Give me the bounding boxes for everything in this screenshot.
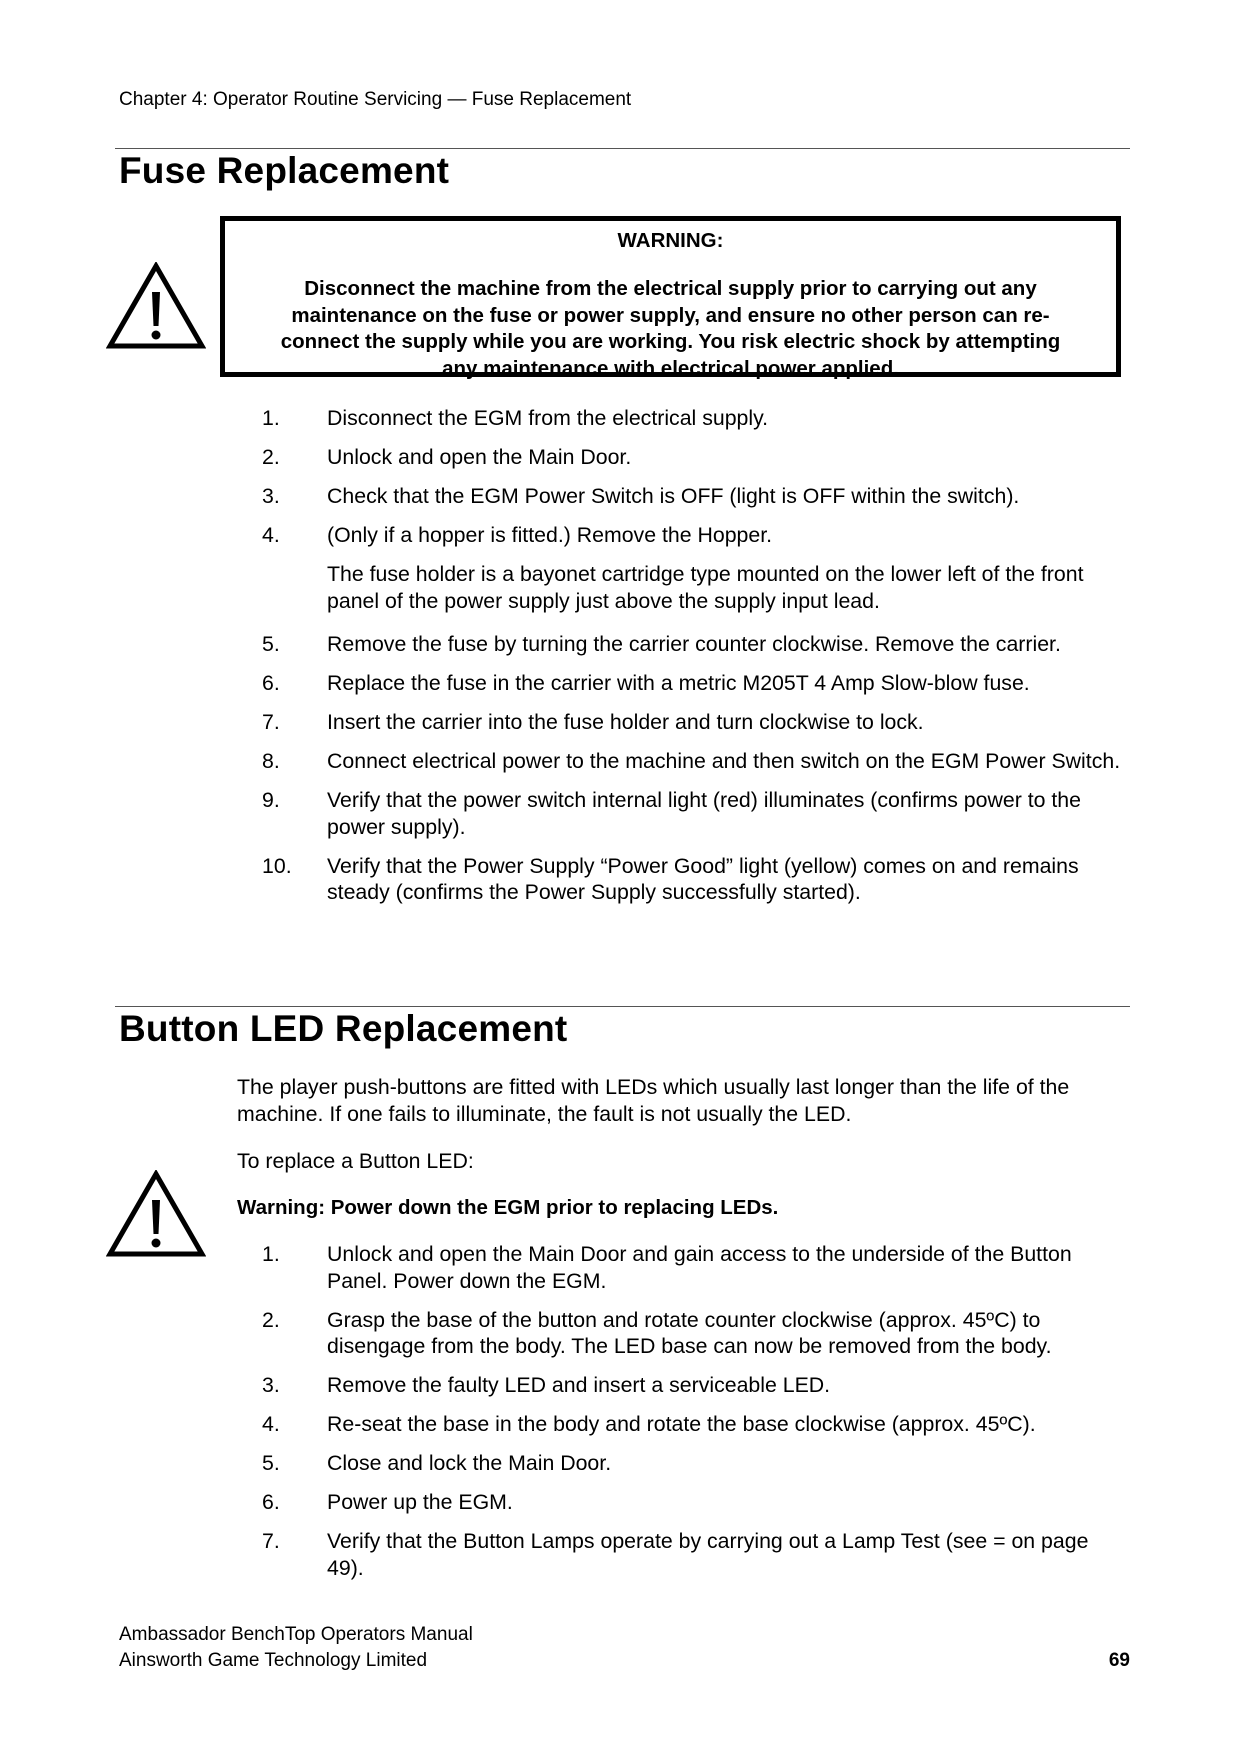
step-note: The fuse holder is a bayonet cartridge type mounted on the lower left of the front panel of the power supply just above the supply input lead. [327, 562, 1084, 613]
step-text: Verify that the Button Lamps operate by carrying out a Lamp Test (see = on page 49). [327, 1529, 1089, 1580]
fuse-steps-list [0, 405, 1240, 906]
step-text: Close and lock the Main Door. [327, 1451, 612, 1475]
step-number: 1. [262, 1242, 280, 1266]
list-item [0, 631, 1240, 658]
list-item [0, 405, 1240, 432]
footer-left [119, 1622, 473, 1674]
step-number: 6. [262, 671, 280, 695]
list-item [0, 853, 1240, 906]
step-text: Check that the EGM Power Switch is OFF (light is OFF within the switch). [327, 484, 1020, 508]
step-number: 10. [262, 853, 292, 878]
footer-manual-title: Ambassador BenchTop Operators Manual [119, 1624, 473, 1645]
list-item [0, 1372, 1240, 1399]
section-title-led: Button LED Replacement [119, 1008, 568, 1049]
list-item [0, 522, 1240, 549]
step-text: Verify that the Power Supply “Power Good” light (yellow) comes on and remains steady (confirms the Power Supply successfully started). [327, 853, 1079, 904]
step-text: Unlock and open the Main Door and gain access to the underside of the Button Panel. Power down the EGM. [327, 1242, 1072, 1293]
step-number: 6. [262, 1490, 280, 1514]
step-text: Re-seat the base in the body and rotate the base clockwise (approx. 45ºC). [327, 1412, 1036, 1436]
step-number: 1. [262, 406, 280, 430]
list-item [0, 1307, 1240, 1360]
step-number: 4. [262, 523, 280, 547]
warning-text [237, 276, 1104, 382]
step-number: 5. [262, 1451, 280, 1475]
step-number: 3. [262, 484, 280, 508]
header-rule [115, 148, 1130, 149]
warning-box [220, 216, 1121, 380]
step-number: 5. [262, 632, 280, 656]
step-text: Insert the carrier into the fuse holder and turn clockwise to lock. [327, 710, 924, 734]
step-number: 4. [262, 1412, 280, 1436]
section-rule [115, 1006, 1130, 1007]
step-text: Remove the faulty LED and insert a serviceable LED. [327, 1373, 831, 1397]
led-warning: Warning: Power down the EGM prior to replacing LEDs. [237, 1196, 779, 1219]
list-item-note [0, 561, 1240, 614]
step-text: Remove the fuse by turning the carrier counter clockwise. Remove the carrier. [327, 632, 1061, 656]
step-text: Disconnect the EGM from the electrical supply. [327, 406, 769, 430]
step-number: 9. [262, 788, 280, 812]
list-item [0, 1241, 1240, 1294]
step-number: 8. [262, 749, 280, 773]
step-number: 7. [262, 710, 280, 734]
step-number: 2. [262, 1307, 280, 1332]
list-item [0, 748, 1240, 775]
step-text: Connect electrical power to the machine and then switch on the EGM Power Switch. [327, 749, 1121, 773]
warning-line: maintenance on the fuse or power supply, and ensure no other person can re- [291, 303, 1050, 327]
warning-line: connect the supply while you are working. You risk electric shock by attempting [280, 330, 1061, 353]
warning-triangle-icon [106, 262, 206, 350]
list-item [0, 709, 1240, 736]
footer-company: Ainsworth Game Technology Limited [119, 1650, 428, 1671]
list-item [0, 483, 1240, 510]
step-text: (Only if a hopper is fitted.) Remove the Hopper. [327, 523, 773, 547]
step-number: 7. [262, 1529, 280, 1553]
list-item [0, 670, 1240, 697]
list-item [0, 1411, 1240, 1438]
page-number: 69 [1108, 1650, 1130, 1671]
warning-line: any maintenance with electrical power applied. [442, 356, 899, 380]
step-number: 2. [262, 445, 280, 469]
step-text: Power up the EGM. [327, 1490, 513, 1514]
running-header: Chapter 4: Operator Routine Servicing — Fuse Replacement [119, 89, 632, 110]
step-text: Unlock and open the Main Door. [327, 445, 632, 469]
led-steps-list [0, 1241, 1240, 1581]
list-item [0, 1528, 1240, 1581]
led-intro: The player push-buttons are fitted with LEDs which usually last longer than the life of the machine. If one fails to illuminate, the fault is not usually the LED. [237, 1075, 1070, 1126]
step-number: 3. [262, 1373, 280, 1397]
list-item [0, 444, 1240, 471]
warning-title: WARNING: [617, 229, 724, 252]
warning-line: Disconnect the machine from the electrical supply prior to carrying out any [304, 277, 1037, 300]
step-text: Grasp the base of the button and rotate counter clockwise (approx. 45ºC) to disengage from the body. The LED base can now be removed from the body. [327, 1307, 1052, 1358]
step-text: Verify that the power switch internal light (red) illuminates (confirms power to the power supply). [327, 788, 1081, 839]
list-item [0, 1489, 1240, 1516]
list-item [0, 787, 1240, 840]
led-to-replace: To replace a Button LED: [237, 1149, 474, 1173]
step-text: Replace the fuse in the carrier with a metric M205T 4 Amp Slow-blow fuse. [327, 671, 1030, 695]
list-item [0, 1450, 1240, 1477]
section-title-fuse: Fuse Replacement [119, 150, 450, 191]
